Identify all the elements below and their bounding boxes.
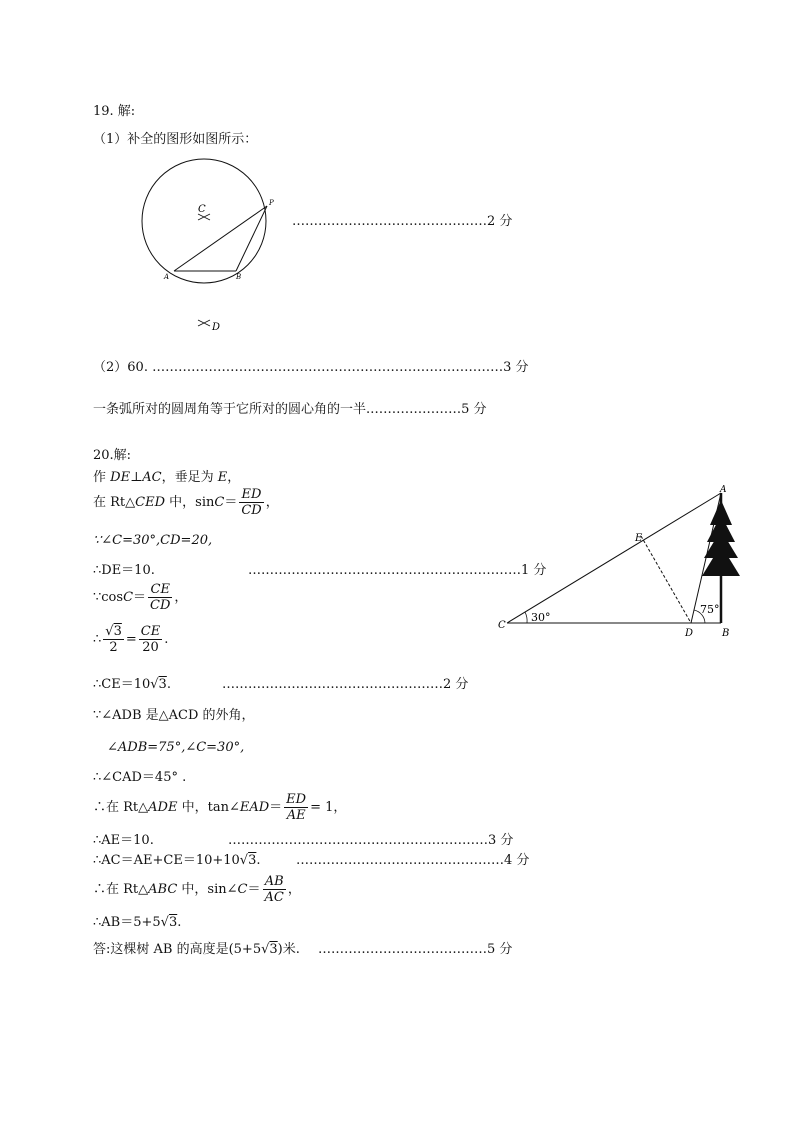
q19-heading: 19. 解: xyxy=(93,104,136,119)
q19-part1: （1）补全的图形如图所示： xyxy=(93,132,258,147)
q20-score-1: ………………………………………………………1 分 xyxy=(248,563,547,578)
label-a: A xyxy=(164,273,170,281)
q19-score-2: ………………………………………2 分 xyxy=(292,214,513,229)
q20-line3: ∵∠C=30°,CD=20, xyxy=(93,533,213,548)
q19-part2: （2）60. ………………………………………………………………………3 分 xyxy=(93,360,529,375)
q20-score-4: …………………………………………4 分 xyxy=(296,853,530,868)
angle-30: 30° xyxy=(531,611,551,624)
q19-circle-figure xyxy=(130,150,290,340)
q20-line15: ∴AB＝5+5√3. xyxy=(93,915,182,930)
q20-line13: ∴AC＝AE+CE＝10+10√3. xyxy=(93,853,261,868)
q20-line9: ∠ADB=75°,∠C=30°, xyxy=(107,740,245,755)
q19-part3: 一条弧所对的圆周角等于它所对的圆心角的一半.…………………5 分 xyxy=(93,402,487,417)
q20-score-5: …………………………………5 分 xyxy=(318,942,513,957)
q20-line1: 作 DE⊥AC，垂足为 E， xyxy=(93,470,241,485)
label-b: B xyxy=(236,273,242,281)
q20-answer: 答:这棵树 AB 的高度是(5+5√3)米. xyxy=(93,942,300,957)
label-d: D xyxy=(685,628,694,639)
q20-score-3: ……………………………………………………3 分 xyxy=(228,833,514,848)
tree-icon xyxy=(702,500,740,576)
q20-line4: ∴DE＝10. xyxy=(93,563,155,578)
label-a: A xyxy=(720,485,727,495)
q20-line2: 在 Rt△CED 中，sinC＝ $\frac{ED}{CD}$ ， xyxy=(93,487,279,518)
q20-line14: ∴在 Rt△ABC 中，sin∠C＝ $\frac{AB}{AC}$ ， xyxy=(93,874,301,905)
q20-triangle-figure xyxy=(495,480,745,645)
q20-line6: ∴ $\frac{√3}{2}$ = $\frac{CE}{20}$ . xyxy=(93,624,169,655)
label-e: E xyxy=(635,533,643,544)
q20-line7: ∴CE＝10√3. xyxy=(93,677,171,692)
q20-line8: ∵∠ADB 是△ACD 的外角， xyxy=(93,708,255,723)
q20-line10: ∴∠CAD＝45° . xyxy=(93,770,187,785)
q20-score-2: ……………………………………………2 分 xyxy=(222,677,469,692)
circle xyxy=(142,159,266,283)
label-d: D xyxy=(212,322,221,333)
q20-line5: ∵cosC＝ $\frac{CE}{CD}$ ， xyxy=(93,582,188,613)
label-p: P xyxy=(269,199,274,207)
q20-heading: 20.解: xyxy=(93,448,132,463)
label-c: C xyxy=(198,204,206,215)
label-c: C xyxy=(498,620,506,631)
q20-line12: ∴AE＝10. xyxy=(93,833,154,848)
q20-line11: ∴在 Rt△ADE 中，tan∠EAD＝ $\frac{ED}{AE}$ = 1， xyxy=(93,792,347,823)
label-b: B xyxy=(722,628,730,639)
angle-75: 75° xyxy=(700,603,720,616)
